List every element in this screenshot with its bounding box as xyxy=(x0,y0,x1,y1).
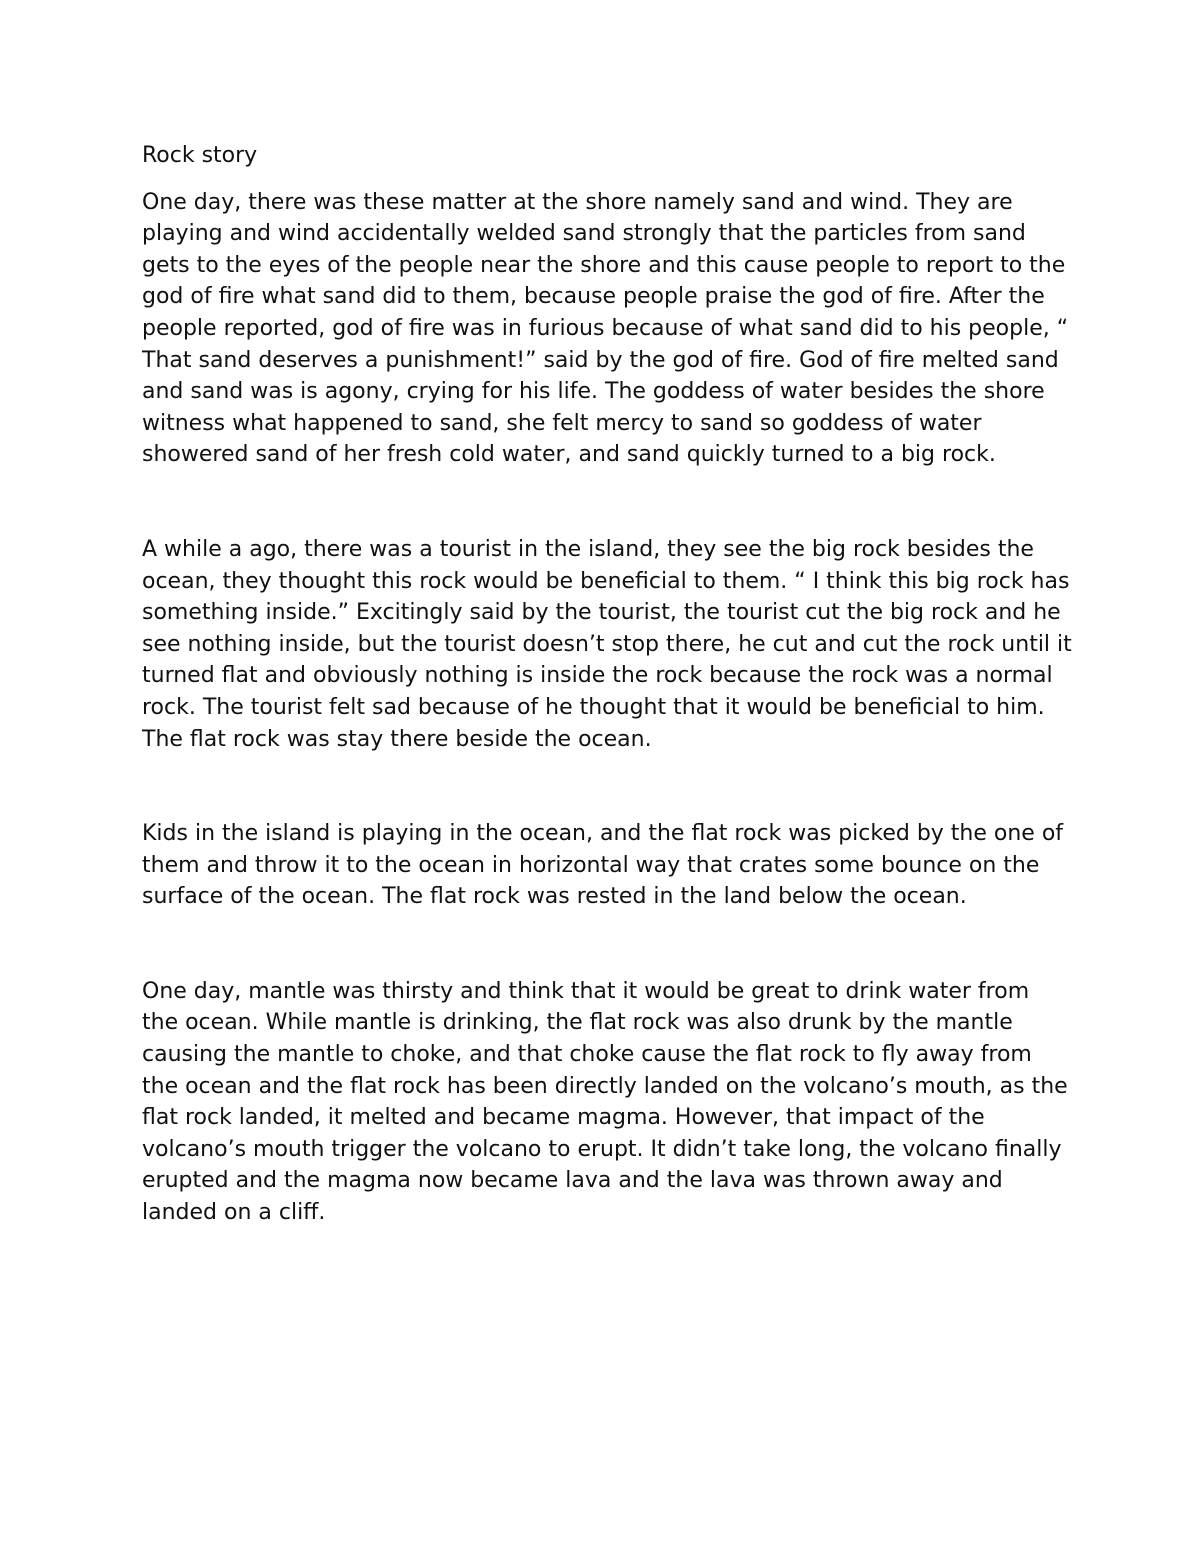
paragraph-2: A while a ago, there was a tourist in the island, they see the big rock besides the ocean, they thought this rock would be beneficial to them. “ I think this big rock has something inside.” Excitingly said by the tourist, the tourist cut the big rock and he see nothing inside, but the tourist doesn’t stop there, he cut and cut the rock until it turned flat and obviously nothing is inside the rock because the rock was a normal rock. The tourist felt sad because of he thought that it would be beneficial to him. The flat rock was stay there beside the ocean. xyxy=(142,536,1072,752)
document-title: Rock story xyxy=(142,143,258,168)
paragraph-4: One day, mantle was thirsty and think that it would be great to drink water from the ocean. While mantle is drinking, the flat rock was also drunk by the mantle causing the mantle to choke, and that choke cause the flat rock to fly away from the ocean and the flat rock has been directly landed on the volcano’s mouth, as the flat rock landed, it melted and became magma. However, that impact of the volcano’s mouth trigger the volcano to erupt. It didn’t take long, the volcano finally erupted and the magma now became lava and the lava was thrown away and landed on a cliff. xyxy=(142,978,1068,1226)
paragraph-1: One day, there was these matter at the shore namely sand and wind. They are playing and wind accidentally welded sand strongly that the particles from sand gets to the eyes of the people near the shore and this cause people to report to the god of fire what sand did to them, because people praise the god of fire. After the people reported, god of fire was in furious because of what sand did to his people, “ That sand deserves a punishment!” said by the god of fire. God of fire melted sand and sand was is agony, crying for his life. The goddess of water besides the shore witness what happened to sand, she felt mercy to sand so goddess of water showered sand of her fresh cold water, and sand quickly turned to a big rock. xyxy=(142,189,1069,468)
paragraph-spacer xyxy=(142,755,1072,818)
paragraph-spacer xyxy=(142,913,1072,976)
paragraph-spacer xyxy=(142,471,1072,534)
paragraph-3: Kids in the island is playing in the ocean, and the flat rock was picked by the one of them and throw it to the ocean in horizontal way that crates some bounce on the surface of the ocean. The flat rock was rested in the land below the ocean. xyxy=(142,821,1064,910)
document-body xyxy=(142,140,1072,1229)
